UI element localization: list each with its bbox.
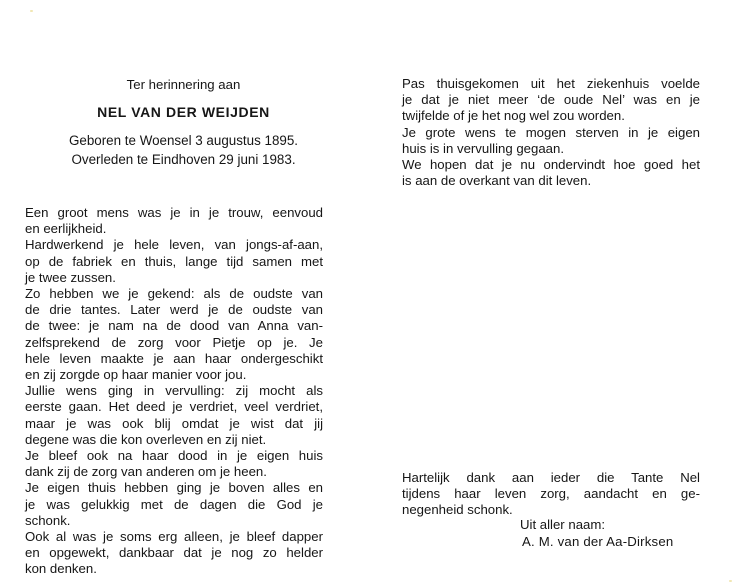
text-line: en opgewekt, dankbaar dat je nog zo helder (25, 545, 323, 561)
text-line: is aan de overkant van dit leven. (402, 173, 592, 189)
text-line: Een groot mens was je in je trouw, eenvoud (25, 205, 323, 220)
text-line: tijdens haar leven zorg, aandacht en ge- (402, 486, 700, 502)
text-line: degene was die kon overleven en zij niet. (25, 431, 267, 447)
text-line: Pas thuisgekomen uit het ziekenhuis voelde (402, 76, 700, 91)
birth-line: Geboren te Woensel 3 augustus 1895. (68, 133, 299, 148)
text-line: en zij zorgde op haar manier voor jou. (25, 367, 247, 383)
scan-speck (729, 580, 732, 582)
text-line: schonk. (25, 512, 71, 528)
text-line: Zo hebben we je gekend: als de oudste van (25, 286, 323, 302)
text-line: Hartelijk dank aan ieder die Tante Nel (402, 470, 700, 485)
thanks-paragraph (402, 470, 700, 519)
paragraph (25, 383, 323, 448)
death-line: Overleden te Eindhoven 29 juni 1983. (71, 152, 296, 167)
card-left-panel (0, 0, 367, 587)
paragraph (25, 480, 323, 529)
text-line: op de fabriek en thuis, lange tijd samen met (25, 253, 323, 269)
text-line: je twee zussen. (25, 269, 116, 285)
paragraph (402, 157, 700, 189)
text-line: Hardwerkend je hele leven, van jongs-af-aan, (25, 237, 323, 253)
paragraph (25, 529, 323, 578)
text-line: de twee: je nam na de dood van Anna van- (25, 318, 323, 334)
text-line: dank zij de zorg van anderen om je heen. (25, 464, 267, 480)
text-line: de drie tantes. Later werd je de oudste van (25, 302, 323, 318)
text-line: twijfelde of je het nog wel zou worden. (402, 108, 625, 124)
text-line: en eerlijkheid. (25, 221, 107, 237)
signature-block (520, 517, 673, 550)
text-line: je was gelukkig met de dagen die God je (25, 496, 323, 512)
text-line: huis is in vervulling gegaan. (402, 140, 565, 156)
intro-line: Ter herinnering aan (126, 77, 241, 92)
paragraph (25, 448, 323, 480)
text-line: maar je was ook blij omdat je wist dat jij (25, 415, 323, 431)
text-line: Ook al was je soms erg alleen, je bleef dapper (25, 529, 323, 545)
text-line: je dat je niet meer ‘de oude Nel’ was en je (402, 92, 700, 108)
text-line: Je eigen thuis hebben ging je boven alles en (25, 480, 323, 496)
paragraph (25, 237, 323, 286)
paragraph (25, 286, 323, 383)
text-line: We hopen dat je nu ondervindt hoe goed het (402, 157, 700, 173)
text-line: hele leven maakte je aan haar ondergeschikt (25, 350, 323, 366)
deceased-name: NEL VAN DER WEIJDEN (97, 104, 270, 120)
left-body-text (25, 205, 323, 578)
paragraph (402, 470, 700, 519)
right-body-text (402, 76, 700, 189)
text-line: kon denken. (25, 561, 97, 577)
signature-label: Uit aller naam: (520, 517, 606, 532)
card-right-panel (367, 0, 735, 587)
paragraph (402, 125, 700, 157)
text-line: eerste gaan. Het deed je verdriet, veel verdriet, (25, 399, 323, 415)
paragraph (25, 205, 323, 237)
text-line: negenheid schonk. (402, 502, 513, 518)
text-line: Jullie wens ging in vervulling: zij mocht als (25, 383, 323, 399)
text-line: zelfsprekend de zorg voor Pietje op je. Je (25, 334, 323, 350)
text-line: Je grote wens te mogen sterven in je eigen (402, 124, 700, 140)
scan-speck (30, 10, 33, 12)
life-dates (0, 131, 367, 169)
signature-name: A. M. van der Aa-Dirksen (522, 533, 674, 549)
text-line: Je bleef ook na haar dood in je eigen huis (25, 448, 323, 464)
paragraph (402, 76, 700, 125)
